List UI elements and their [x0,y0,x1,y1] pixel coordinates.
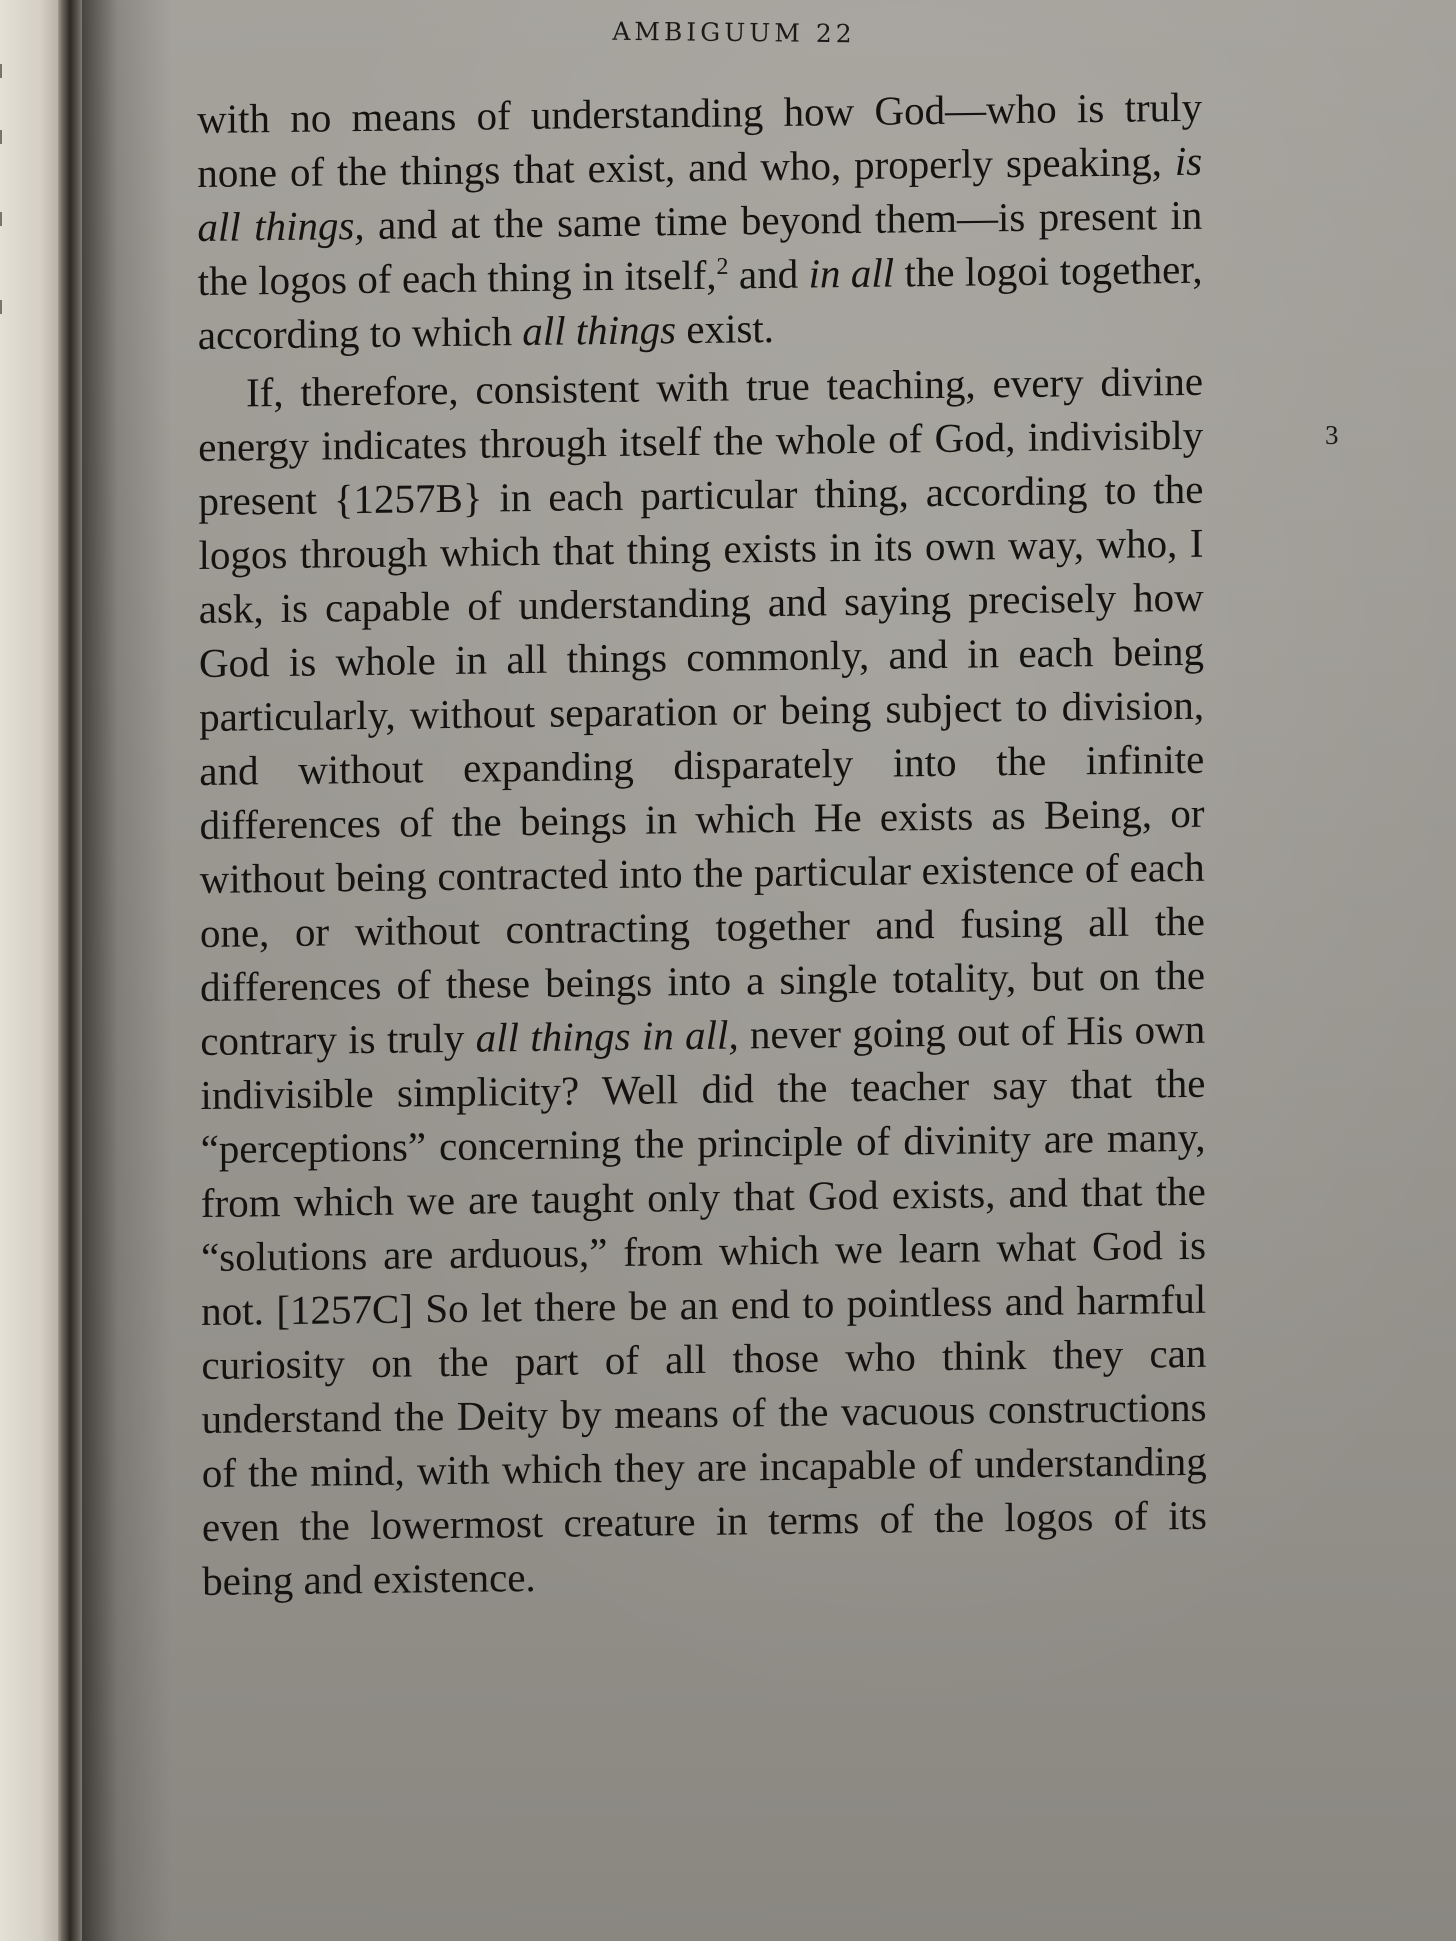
book-page [82,0,1456,1941]
gutter-shadow [82,0,172,1941]
footnote-marker: 2 [716,253,729,281]
body-text [197,80,1207,1608]
paragraph-1: with no means of understanding how God—who is truly none of the things that exist, and who, properly speaking, is all things, and at the same time beyond them—is present in the logos of each thing in itself,$^2$ and in all the logoi together, according to which all things exist. [197,83,1203,359]
running-head: AMBIGUUM 22 [612,16,856,49]
facing-page-mark [0,130,8,144]
margin-section-number: 3 [1325,420,1339,450]
paragraph-2: If, therefore, consistent with true teaching, every divine energy indicates through itself the whole of God, indivisibly present {1257B} in each particular thing, according to the logos through which that thing exists in its own way, who, I ask, is capable of understanding and saying precisely how God is whole in all things commonly, and in each being particularly, without separation or being subject to division, and without expanding disparately into the infinite differences of the beings in which He exists as Being, or without being contracted into the particular existence of each one, or without contracting together and fusing all the differences of these beings into a single totality, but on the contrary is truly all things in all, never going out of His own indivisible simplicity? Well did the teacher say that the “perceptions” concerning the principle of divinity are many, from which we are taught only that God exists, and that the “solutions are arduous,” from which we learn what God is not. [1257C] So let there be an end to pointless and harmful curiosity on the part of all those who think they can understand the Deity by means of the vacuous constructions of the mind, with which they are incapable of understanding even the lowermost creature in terms of the logos of its being and existence. [198,357,1208,1605]
facing-page-mark [0,300,8,314]
facing-page-edge [0,0,58,1941]
facing-page-mark [0,212,8,226]
facing-page-mark [0,64,8,78]
